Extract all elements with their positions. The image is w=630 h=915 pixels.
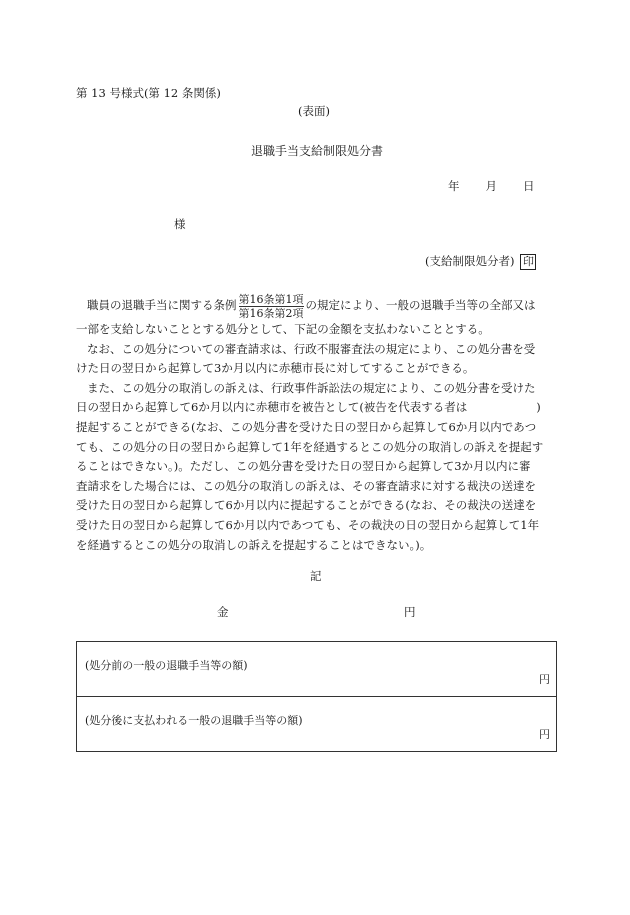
fraction-top: 第16条第1項 [238, 292, 304, 306]
p1-prefix: 職員の退職手当に関する条例 [87, 298, 237, 312]
form-number: 第 13 号様式(第 12 条関係) [76, 86, 221, 100]
table-row [77, 642, 557, 697]
paragraph-3-line-9: を経過するとこの処分の取消しの訴えを提起することはできない。)。 [76, 537, 432, 552]
seal-mark: 印 [520, 254, 536, 270]
paragraph-2-line-2: けた日の翌日から起算して3か月以内に赤穂市長に対してすることができる。 [76, 361, 475, 376]
paragraph-3-line-6: 査請求をした場合には、この処分の取消しの訴えは、その審査請求に対する裁決の送達を [76, 478, 536, 493]
paragraph-3-line-4: ても、この処分の日の翌日から起算して1年を経過するとこの処分の取消しの訴えを提起す [76, 439, 544, 454]
paragraph-1-line-2: 一部を支給しないこととする処分として、下記の金額を支払わないこととする。 [76, 322, 490, 336]
paragraph-3-line-1: また、この処分の取消しの訴えは、行政事件訴訟法の規定により、この処分書を受けた [87, 380, 536, 395]
issuer-line [425, 254, 536, 270]
article-fraction [239, 293, 304, 320]
amount-label: 金 [217, 605, 229, 619]
amount-after-cell [77, 697, 557, 752]
amount-after-unit: 円 [539, 728, 550, 741]
amount-before-label: (処分前の一般の退職手当等の額) [85, 659, 248, 672]
date-line [448, 181, 535, 193]
paragraph-3-line-8: 受けた日の翌日から起算して6か月以内であつても、その裁決の日の翌日から起算して1年 [76, 517, 540, 532]
amount-table [76, 641, 557, 752]
addressee-suffix: 様 [174, 217, 186, 231]
amount-unit: 円 [404, 605, 416, 619]
paragraph-3-line-3: 提起することができる(なお、この処分書を受けた日の翌日から起算して6か月以内であつ [76, 419, 537, 434]
paragraph-3-line-5: ることはできない。)。ただし、この処分書を受けた日の翌日から起算して3か月以内に審 [76, 459, 531, 474]
amount-after-label: (処分後に支払われる一般の退職手当等の額) [85, 714, 303, 727]
date-day: 日 [523, 179, 535, 193]
amount-before-unit: 円 [539, 673, 550, 686]
paragraph-1-line-1 [76, 290, 556, 320]
issuer-label: (支給制限処分者) [425, 254, 515, 268]
document-title: 退職手当支給制限処分書 [251, 144, 384, 158]
date-year: 年 [448, 179, 460, 193]
date-month: 月 [485, 179, 497, 193]
paragraph-3-line-2: 日の翌日から起算して6か月以内に赤穂市を被告として(被告を代表する者は ) [76, 400, 541, 415]
paragraph-3-line-7: 受けた日の翌日から起算して6か月以内に提起することができる(なお、その裁決の送達を [76, 498, 537, 513]
fraction-bottom: 第16条第2項 [238, 306, 304, 320]
record-heading: 記 [310, 569, 322, 583]
p1-suffix: の規定により、一般の退職手当等の全部又は [305, 298, 536, 312]
amount-before-cell [77, 642, 557, 697]
side-label: (表面) [298, 104, 330, 118]
paragraph-2-line-1: なお、この処分についての審査請求は、行政不服審査法の規定により、この処分書を受 [87, 341, 536, 356]
table-row [77, 697, 557, 752]
body-text [76, 290, 556, 555]
